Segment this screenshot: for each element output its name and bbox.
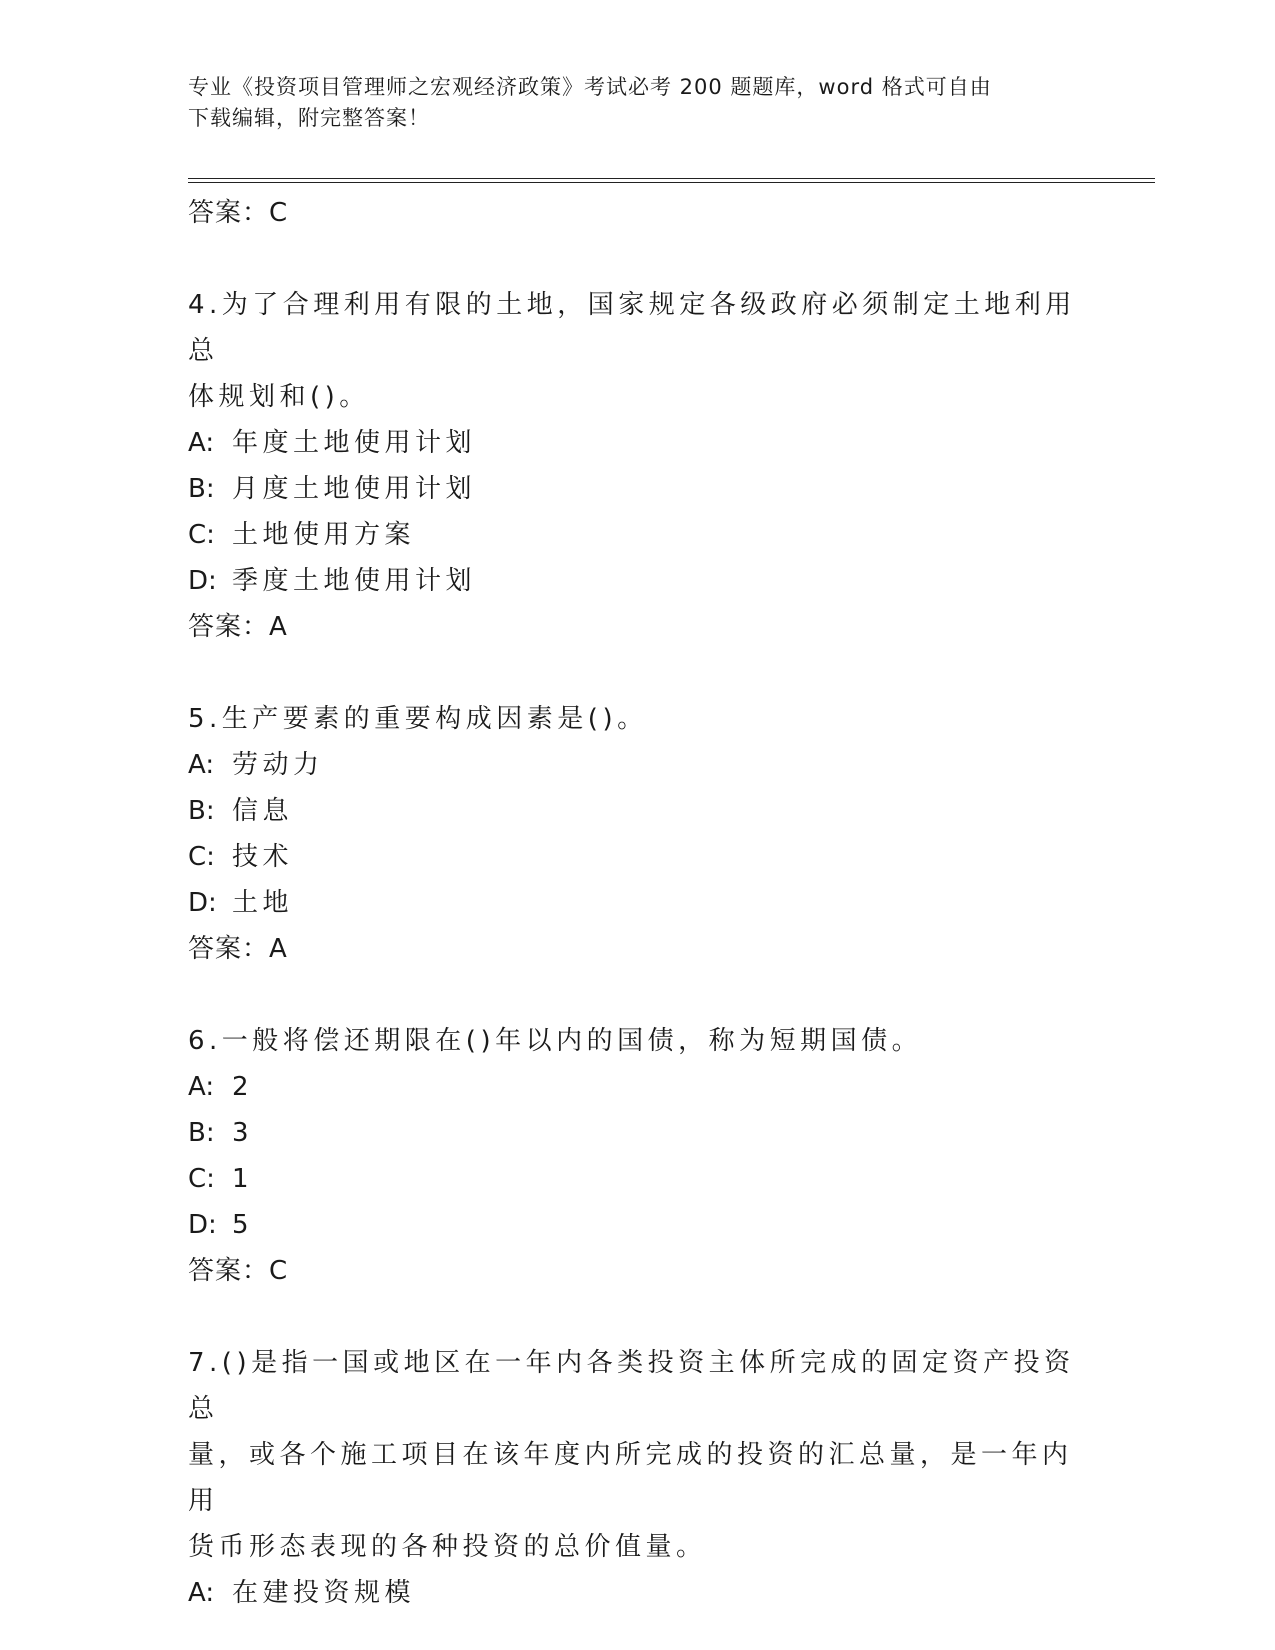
option-letter: D: [188,888,217,918]
option-text: 2 [232,1072,254,1102]
option-text: 在建投资规模 [232,1578,416,1608]
option-text: 3 [232,1118,254,1148]
question-stem-line: 量，或各个施工项目在该年度内所完成的投资的汇总量，是一年内用 [188,1440,1073,1516]
option-text: 信息 [232,796,294,826]
option-c [188,834,1088,880]
option-d [188,1202,1088,1248]
header-line-1: 专业《投资项目管理师之宏观经济政策》考试必考 200 题题库，word 格式可自由 [188,75,992,99]
header-line-2: 下载编辑，附完整答案！ [188,106,430,130]
option-letter: A: [188,750,215,780]
option-d [188,558,1088,604]
option-c [188,1156,1088,1202]
option-letter: C: [188,842,215,872]
option-a [188,742,1088,788]
option-c [188,512,1088,558]
question-4 [188,282,1088,650]
question-stem-line: 7.()是指一国或地区在一年内各类投资主体所完成的固定资产投资总 [188,1348,1075,1424]
answer-line: 答案：C [188,198,289,228]
option-letter: B: [188,796,215,826]
question-list [188,190,1088,1616]
option-text: 土地 [232,888,294,918]
option-text: 劳动力 [232,750,324,780]
header-double-rule [188,178,1155,183]
question-stem-line: 4.为了合理利用有限的土地，国家规定各级政府必须制定土地利用总 [188,290,1076,366]
option-letter: C: [188,1164,215,1194]
page-header [188,72,1088,134]
option-letter: B: [188,1118,215,1148]
option-a [188,420,1088,466]
option-b [188,1110,1088,1156]
question-stem-line: 货币形态表现的各种投资的总价值量。 [188,1532,707,1562]
option-letter: B: [188,474,215,504]
question-stem-line: 6.一般将偿还期限在()年以内的国债，称为短期国债。 [188,1026,923,1056]
option-d [188,880,1088,926]
option-text: 技术 [232,842,294,872]
question-7 [188,1340,1088,1616]
option-a [188,1570,1088,1616]
question-stem-line: 体规划和()。 [188,382,370,412]
option-letter: C: [188,520,215,550]
option-letter: A: [188,1578,215,1608]
question-6 [188,1018,1088,1294]
option-text: 月度土地使用计划 [232,474,477,504]
option-text: 1 [232,1164,254,1194]
option-letter: D: [188,566,217,596]
answer-line: 答案：A [188,612,288,642]
option-text: 季度土地使用计划 [232,566,477,596]
answer-line: 答案：C [188,1256,289,1286]
option-b [188,788,1088,834]
question-stem-line: 5.生产要素的重要构成因素是()。 [188,704,648,734]
option-text: 年度土地使用计划 [232,428,477,458]
option-letter: D: [188,1210,217,1240]
option-a [188,1064,1088,1110]
option-b [188,466,1088,512]
option-text: 5 [232,1210,254,1240]
option-text: 土地使用方案 [232,520,416,550]
option-letter: A: [188,428,215,458]
question-5 [188,696,1088,972]
option-letter: A: [188,1072,215,1102]
answer-line: 答案：A [188,934,288,964]
